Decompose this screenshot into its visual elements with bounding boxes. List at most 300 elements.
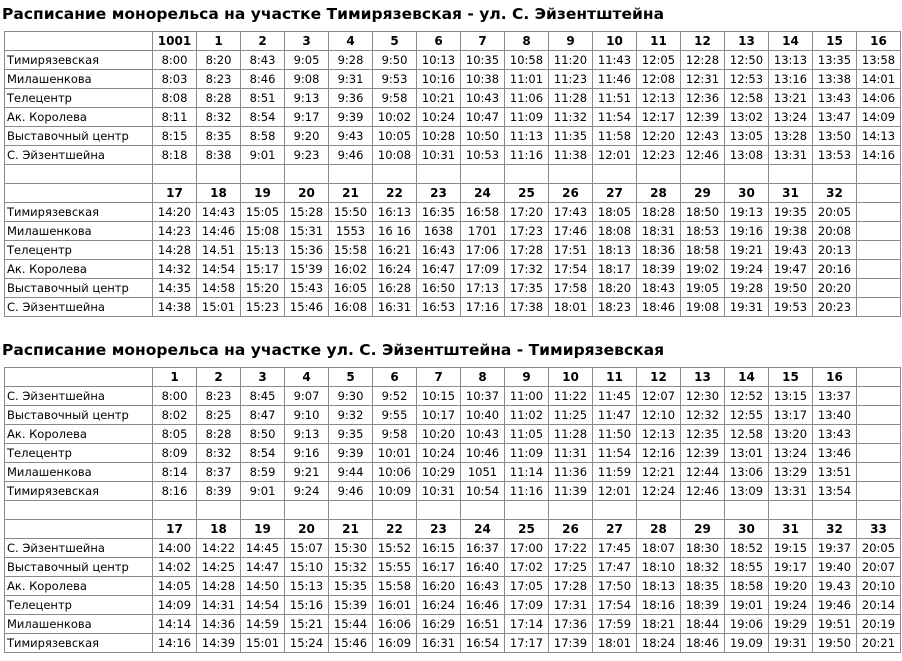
departure-time-cell: 11:45: [593, 387, 637, 406]
departure-time-cell: 17:35: [505, 279, 549, 298]
departure-time-cell: 12:39: [681, 444, 725, 463]
departure-time-cell: 14:23: [153, 222, 197, 241]
departure-time-cell: 16:15: [417, 539, 461, 558]
departure-time-cell: 12:20: [637, 127, 681, 146]
departure-time-cell: 15:58: [373, 577, 417, 596]
train-number-cell: 3: [241, 368, 285, 387]
departure-time-cell: 8:15: [153, 127, 197, 146]
departure-time-cell: 13:35: [813, 51, 857, 70]
station-row: [5, 463, 901, 482]
departure-time-cell: 16:21: [373, 241, 417, 260]
departure-time-cell: 10:31: [417, 482, 461, 501]
departure-time-cell: 16:43: [417, 241, 461, 260]
departure-time-cell: 14:06: [857, 89, 901, 108]
departure-time-cell: 16:24: [373, 260, 417, 279]
train-number-cell: 6: [373, 368, 417, 387]
departure-time-cell: 18:36: [637, 241, 681, 260]
train-number-cell: 10: [593, 32, 637, 51]
departure-time-cell: 14:09: [153, 596, 197, 615]
block-separator-row: [5, 501, 901, 520]
departure-time-cell: 10:17: [417, 406, 461, 425]
station-row: [5, 146, 901, 165]
train-number-cell: 5: [373, 32, 417, 51]
departure-time-cell: 19:46: [813, 596, 857, 615]
departure-time-cell: 8:37: [197, 463, 241, 482]
departure-time-cell: 11:47: [593, 406, 637, 425]
departure-time-cell: 18:44: [681, 615, 725, 634]
departure-time-cell: 10:58: [505, 51, 549, 70]
departure-time-cell: 13:51: [813, 463, 857, 482]
departure-time-cell: 8:47: [241, 406, 285, 425]
departure-time-cell: 17:06: [461, 241, 505, 260]
departure-time-cell: 14:02: [153, 558, 197, 577]
departure-time-cell: 12:46: [681, 482, 725, 501]
departure-time-cell: 11:25: [549, 406, 593, 425]
departure-time-cell: 8:38: [197, 146, 241, 165]
departure-time-cell: 19:24: [725, 260, 769, 279]
departure-time-cell: 10:29: [417, 463, 461, 482]
departure-time-cell: 14:36: [197, 615, 241, 634]
departure-time-cell: 9:39: [329, 444, 373, 463]
departure-time-cell: 8:58: [241, 127, 285, 146]
departure-time-cell: 11:23: [549, 70, 593, 89]
train-number-cell: 13: [725, 32, 769, 51]
departure-time-cell: 13:31: [769, 146, 813, 165]
departure-time-cell: 9:39: [329, 108, 373, 127]
train-number-cell: 2: [241, 32, 285, 51]
header-corner-cell: [5, 184, 153, 203]
train-number-cell: 27: [593, 184, 637, 203]
departure-time-cell: 16:47: [417, 260, 461, 279]
departure-time-cell: 12:52: [725, 387, 769, 406]
departure-time-cell: 16:02: [329, 260, 373, 279]
departure-time-cell: 14:20: [153, 203, 197, 222]
departure-time-cell: 14:43: [197, 203, 241, 222]
empty-cell: [505, 165, 549, 184]
train-number-cell: 26: [549, 520, 593, 539]
departure-time-cell: 15:46: [329, 634, 373, 653]
departure-time-cell: 10:01: [373, 444, 417, 463]
station-row: [5, 577, 901, 596]
departure-time-cell: 9:46: [329, 482, 373, 501]
departure-time-cell: 16:51: [461, 615, 505, 634]
departure-time-cell: 15:13: [241, 241, 285, 260]
schedule-table-inbound: [4, 367, 901, 653]
departure-time-cell: 19.43: [813, 577, 857, 596]
departure-time-cell: 16:53: [417, 298, 461, 317]
station-name-cell: С. Эйзентшейна: [5, 146, 153, 165]
departure-time-cell: 17:16: [461, 298, 505, 317]
departure-time-cell: 11:06: [505, 89, 549, 108]
departure-time-cell: 9:16: [285, 444, 329, 463]
departure-time-cell: 13:37: [813, 387, 857, 406]
train-number-cell: 14: [725, 368, 769, 387]
departure-time-cell: 14:16: [153, 634, 197, 653]
station-name-cell: Ак. Королева: [5, 260, 153, 279]
departure-time-cell: 15:16: [285, 596, 329, 615]
empty-cell: [241, 165, 285, 184]
departure-time-cell: 14:38: [153, 298, 197, 317]
train-number-cell: 13: [681, 368, 725, 387]
train-number-cell: 2: [197, 368, 241, 387]
departure-time-cell: 9:24: [285, 482, 329, 501]
train-number-cell: 8: [461, 368, 505, 387]
departure-time-cell: 1051: [461, 463, 505, 482]
empty-cell: [5, 165, 153, 184]
departure-time-cell: 13:28: [769, 127, 813, 146]
station-name-cell: Ак. Королева: [5, 577, 153, 596]
departure-time-cell: 10:06: [373, 463, 417, 482]
departure-time-cell: 14:25: [197, 558, 241, 577]
departure-time-cell: 19:28: [725, 279, 769, 298]
departure-time-cell: 13:16: [769, 70, 813, 89]
empty-cell: [373, 165, 417, 184]
station-name-cell: С. Эйзентшейна: [5, 539, 153, 558]
departure-time-cell: 19:13: [725, 203, 769, 222]
departure-time-cell: 10:46: [461, 444, 505, 463]
departure-time-cell: 19:53: [769, 298, 813, 317]
empty-cell: [285, 501, 329, 520]
station-name-cell: Выставочный центр: [5, 406, 153, 425]
departure-time-cell: 8:25: [197, 406, 241, 425]
departure-time-cell: 19:17: [769, 558, 813, 577]
departure-time-cell: 12:43: [681, 127, 725, 146]
train-number-cell: 12: [681, 32, 725, 51]
departure-time-cell: 19:05: [681, 279, 725, 298]
departure-time-cell: 16 16: [373, 222, 417, 241]
departure-time-cell: 15:05: [241, 203, 285, 222]
departure-time-cell: [857, 482, 901, 501]
departure-time-cell: 16:06: [373, 615, 417, 634]
train-number-cell: 15: [813, 32, 857, 51]
station-name-cell: Ак. Королева: [5, 108, 153, 127]
departure-time-cell: 12:23: [637, 146, 681, 165]
departure-time-cell: 15:32: [329, 558, 373, 577]
departure-time-cell: 19:21: [725, 241, 769, 260]
departure-time-cell: 19:40: [813, 558, 857, 577]
departure-time-cell: [857, 406, 901, 425]
departure-time-cell: 19:47: [769, 260, 813, 279]
departure-time-cell: [857, 444, 901, 463]
departure-time-cell: 18:01: [549, 298, 593, 317]
departure-time-cell: 8:14: [153, 463, 197, 482]
departure-time-cell: 14:50: [241, 577, 285, 596]
departure-time-cell: [857, 279, 901, 298]
train-number-cell: 9: [505, 368, 549, 387]
departure-time-cell: 16:28: [373, 279, 417, 298]
departure-time-cell: 11:43: [593, 51, 637, 70]
departure-time-cell: [857, 425, 901, 444]
departure-time-cell: 14.51: [197, 241, 241, 260]
departure-time-cell: 16:13: [373, 203, 417, 222]
departure-time-cell: 18:32: [681, 558, 725, 577]
departure-time-cell: 13:46: [813, 444, 857, 463]
departure-time-cell: 11:16: [505, 146, 549, 165]
departure-time-cell: 12:10: [637, 406, 681, 425]
empty-cell: [241, 501, 285, 520]
departure-time-cell: [857, 260, 901, 279]
departure-time-cell: 12:21: [637, 463, 681, 482]
departure-time-cell: 11:01: [505, 70, 549, 89]
departure-time-cell: 9:32: [329, 406, 373, 425]
departure-time-cell: 11:20: [549, 51, 593, 70]
departure-time-cell: 8:32: [197, 444, 241, 463]
departure-time-cell: 18:05: [593, 203, 637, 222]
station-row: [5, 203, 901, 222]
departure-time-cell: 18:58: [725, 577, 769, 596]
departure-time-cell: 8:08: [153, 89, 197, 108]
train-number-cell: 27: [593, 520, 637, 539]
departure-time-cell: 13:21: [769, 89, 813, 108]
empty-cell: [593, 501, 637, 520]
departure-time-cell: 11:54: [593, 108, 637, 127]
departure-time-cell: 12:01: [593, 482, 637, 501]
train-number-cell: 10: [549, 368, 593, 387]
train-number-cell: 29: [681, 184, 725, 203]
departure-time-cell: 18:16: [637, 596, 681, 615]
departure-time-cell: 15:20: [241, 279, 285, 298]
departure-time-cell: 16:29: [417, 615, 461, 634]
departure-time-cell: 10:50: [461, 127, 505, 146]
departure-time-cell: 19:31: [769, 634, 813, 653]
departure-time-cell: 9:08: [285, 70, 329, 89]
departure-time-cell: 13:53: [813, 146, 857, 165]
departure-time-cell: 11:00: [505, 387, 549, 406]
departure-time-cell: 10:24: [417, 108, 461, 127]
train-number-cell: 28: [637, 184, 681, 203]
departure-time-cell: 10:54: [461, 482, 505, 501]
departure-time-cell: 8:09: [153, 444, 197, 463]
departure-time-cell: 9:44: [329, 463, 373, 482]
station-name-cell: Тимирязевская: [5, 634, 153, 653]
departure-time-cell: 12:58: [725, 89, 769, 108]
departure-time-cell: 15:52: [373, 539, 417, 558]
departure-time-cell: 8:54: [241, 444, 285, 463]
train-number-cell: 32: [813, 184, 857, 203]
departure-time-cell: 11:32: [549, 108, 593, 127]
departure-time-cell: 17:58: [549, 279, 593, 298]
departure-time-cell: 13:20: [769, 425, 813, 444]
departure-time-cell: 15:10: [285, 558, 329, 577]
departure-time-cell: 18:10: [637, 558, 681, 577]
departure-time-cell: 13:38: [813, 70, 857, 89]
departure-time-cell: 13:29: [769, 463, 813, 482]
departure-time-cell: 9:55: [373, 406, 417, 425]
departure-time-cell: 10:24: [417, 444, 461, 463]
station-name-cell: Милашенкова: [5, 70, 153, 89]
station-row: [5, 615, 901, 634]
empty-cell: [725, 165, 769, 184]
departure-time-cell: 8:18: [153, 146, 197, 165]
train-number-cell: 11: [637, 32, 681, 51]
departure-time-cell: 11:35: [549, 127, 593, 146]
departure-time-cell: 20:16: [813, 260, 857, 279]
departure-time-cell: 8:05: [153, 425, 197, 444]
train-number-cell: 22: [373, 520, 417, 539]
departure-time-cell: 17:09: [505, 596, 549, 615]
departure-time-cell: 15:01: [241, 634, 285, 653]
departure-time-cell: 19:35: [769, 203, 813, 222]
departure-time-cell: 11:50: [593, 425, 637, 444]
train-number-cell: 20: [285, 520, 329, 539]
departure-time-cell: 8:39: [197, 482, 241, 501]
departure-time-cell: 17:51: [549, 241, 593, 260]
departure-time-cell: 15:07: [285, 539, 329, 558]
empty-cell: [769, 501, 813, 520]
departure-time-cell: 13:05: [725, 127, 769, 146]
departure-time-cell: 8:23: [197, 387, 241, 406]
station-name-cell: С. Эйзентшейна: [5, 387, 153, 406]
station-row: [5, 108, 901, 127]
empty-cell: [197, 501, 241, 520]
train-number-header-row: [5, 520, 901, 539]
train-number-cell: 17: [153, 520, 197, 539]
departure-time-cell: 12:13: [637, 89, 681, 108]
train-number-cell: 7: [461, 32, 505, 51]
departure-time-cell: 18:58: [681, 241, 725, 260]
train-number-cell: 23: [417, 184, 461, 203]
departure-time-cell: 13:24: [769, 108, 813, 127]
departure-time-cell: 11:28: [549, 89, 593, 108]
departure-time-cell: 19:24: [769, 596, 813, 615]
departure-time-cell: 18:30: [681, 539, 725, 558]
departure-time-cell: 8:35: [197, 127, 241, 146]
empty-cell: [285, 165, 329, 184]
departure-time-cell: 17:54: [593, 596, 637, 615]
empty-cell: [637, 501, 681, 520]
train-number-cell: 29: [681, 520, 725, 539]
schedule-title-inbound: Расписание монорельса на участке ул. С. Эйзентштейна - Тимирязевская: [2, 341, 665, 359]
departure-time-cell: 16:08: [329, 298, 373, 317]
departure-time-cell: 17:50: [593, 577, 637, 596]
departure-time-cell: 19:29: [769, 615, 813, 634]
departure-time-cell: 9:05: [285, 51, 329, 70]
train-number-cell: 21: [329, 184, 373, 203]
departure-time-cell: 11:39: [549, 482, 593, 501]
departure-time-cell: 8:59: [241, 463, 285, 482]
departure-time-cell: 17:31: [549, 596, 593, 615]
departure-time-cell: 17:39: [549, 634, 593, 653]
departure-time-cell: 10:28: [417, 127, 461, 146]
train-number-cell: 1: [153, 368, 197, 387]
departure-time-cell: 14:54: [241, 596, 285, 615]
empty-cell: [593, 165, 637, 184]
station-name-cell: Тимирязевская: [5, 482, 153, 501]
departure-time-cell: 9:58: [373, 425, 417, 444]
departure-time-cell: 15:43: [285, 279, 329, 298]
departure-time-cell: 18:13: [593, 241, 637, 260]
departure-time-cell: 11:51: [593, 89, 637, 108]
departure-time-cell: 17:43: [549, 203, 593, 222]
departure-time-cell: 17:59: [593, 615, 637, 634]
station-row: [5, 70, 901, 89]
departure-time-cell: 14:46: [197, 222, 241, 241]
departure-time-cell: 12:17: [637, 108, 681, 127]
header-corner-cell: [5, 520, 153, 539]
departure-time-cell: 12:31: [681, 70, 725, 89]
departure-time-cell: 16:35: [417, 203, 461, 222]
departure-time-cell: 14:47: [241, 558, 285, 577]
departure-time-cell: 13:43: [813, 89, 857, 108]
departure-time-cell: 14:59: [241, 615, 285, 634]
station-name-cell: Телецентр: [5, 241, 153, 260]
departure-time-cell: 15:17: [241, 260, 285, 279]
departure-time-cell: 12:28: [681, 51, 725, 70]
train-number-cell: 3: [285, 32, 329, 51]
empty-cell: [461, 165, 505, 184]
departure-time-cell: 8:03: [153, 70, 197, 89]
train-number-cell: 14: [769, 32, 813, 51]
departure-time-cell: 19:37: [813, 539, 857, 558]
departure-time-cell: 19:51: [813, 615, 857, 634]
departure-time-cell: 8:28: [197, 89, 241, 108]
departure-time-cell: 10:16: [417, 70, 461, 89]
departure-time-cell: 1553: [329, 222, 373, 241]
departure-time-cell: 8:51: [241, 89, 285, 108]
departure-time-cell: 16:20: [417, 577, 461, 596]
departure-time-cell: 14:14: [153, 615, 197, 634]
departure-time-cell: 11:13: [505, 127, 549, 146]
departure-time-cell: 17:09: [461, 260, 505, 279]
train-number-cell: 30: [725, 184, 769, 203]
train-number-cell: 7: [417, 368, 461, 387]
departure-time-cell: 9:28: [329, 51, 373, 70]
departure-time-cell: 19:01: [725, 596, 769, 615]
departure-time-cell: 18:39: [637, 260, 681, 279]
departure-time-cell: 15:13: [285, 577, 329, 596]
departure-time-cell: 9:13: [285, 89, 329, 108]
empty-cell: [417, 501, 461, 520]
schedule-table-outbound: [4, 31, 901, 317]
station-name-cell: С. Эйзентшейна: [5, 298, 153, 317]
train-number-cell: 4: [285, 368, 329, 387]
departure-time-cell: 18:13: [637, 577, 681, 596]
departure-time-cell: 14:01: [857, 70, 901, 89]
departure-time-cell: 10:20: [417, 425, 461, 444]
train-number-cell: 16: [813, 368, 857, 387]
departure-time-cell: 14:32: [153, 260, 197, 279]
departure-time-cell: 18:01: [593, 634, 637, 653]
departure-time-cell: 19:50: [813, 634, 857, 653]
departure-time-cell: 9:20: [285, 127, 329, 146]
departure-time-cell: 17:54: [549, 260, 593, 279]
empty-cell: [329, 501, 373, 520]
departure-time-cell: 20:13: [813, 241, 857, 260]
departure-time-cell: [857, 298, 901, 317]
departure-time-cell: 13:17: [769, 406, 813, 425]
departure-time-cell: 17:25: [549, 558, 593, 577]
station-name-cell: Ак. Королева: [5, 425, 153, 444]
empty-cell: [461, 501, 505, 520]
departure-time-cell: 13:58: [857, 51, 901, 70]
departure-time-cell: 20:21: [857, 634, 901, 653]
departure-time-cell: 18:24: [637, 634, 681, 653]
departure-time-cell: 8:50: [241, 425, 285, 444]
departure-time-cell: 10:08: [373, 146, 417, 165]
departure-time-cell: 9:50: [373, 51, 417, 70]
empty-cell: [373, 501, 417, 520]
departure-time-cell: 16:31: [373, 298, 417, 317]
departure-time-cell: 8:46: [241, 70, 285, 89]
departure-time-cell: 15:46: [285, 298, 329, 317]
departure-time-cell: 11:09: [505, 108, 549, 127]
departure-time-cell: 14:09: [857, 108, 901, 127]
departure-time-cell: 9:13: [285, 425, 329, 444]
departure-time-cell: 16:50: [417, 279, 461, 298]
departure-time-cell: 9:01: [241, 146, 285, 165]
train-number-cell: 17: [153, 184, 197, 203]
departure-time-cell: 19:08: [681, 298, 725, 317]
